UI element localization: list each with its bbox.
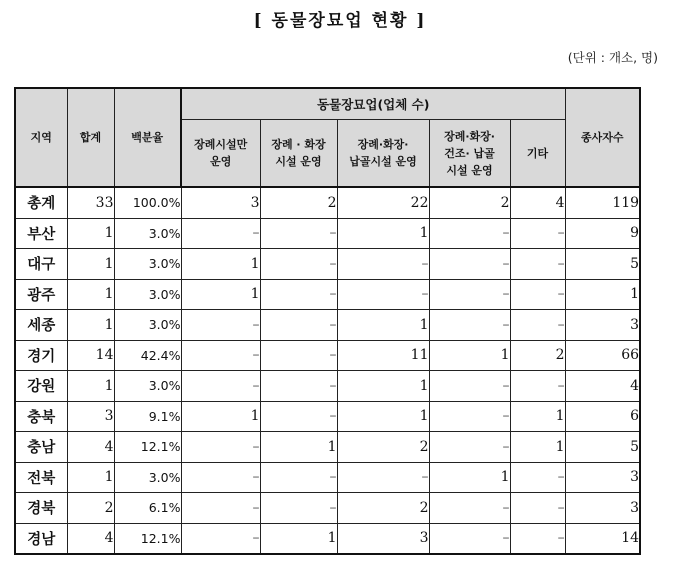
employees-cell: 14 [565, 523, 640, 554]
table-row [15, 462, 640, 493]
region-cell: 광주 [15, 279, 67, 310]
count-cell-c5: – [510, 249, 565, 280]
employees-cell: 4 [565, 371, 640, 402]
total-cell: 1 [67, 310, 114, 341]
count-cell-c3: 1 [337, 371, 429, 402]
region-cell: 경기 [15, 340, 67, 371]
count-cell-c1: 1 [181, 249, 260, 280]
count-cell-c5: 1 [510, 401, 565, 432]
count-cell-c4: – [429, 493, 510, 524]
employees-cell: 3 [565, 493, 640, 524]
count-cell-c4: – [429, 279, 510, 310]
count-cell-c1: – [181, 218, 260, 249]
table-row [15, 371, 640, 402]
count-cell-c2: 1 [260, 432, 337, 463]
count-cell-c2: – [260, 493, 337, 524]
count-cell-c3: – [337, 249, 429, 280]
unit-note: (단위 : 개소, 명) [567, 50, 658, 65]
ratio-cell: 3.0% [114, 371, 181, 402]
header-ratio: 백분율 [114, 88, 181, 187]
header-sub-2 [260, 120, 337, 188]
count-cell-c2: – [260, 371, 337, 402]
region-cell: 부산 [15, 218, 67, 249]
header-sub-line: 운영 [210, 155, 232, 168]
total-cell: 2 [67, 493, 114, 524]
table-row [15, 279, 640, 310]
ratio-cell: 3.0% [114, 462, 181, 493]
header-sub-5 [510, 120, 565, 188]
employees-cell: 5 [565, 432, 640, 463]
employees-cell: 9 [565, 218, 640, 249]
table-row [15, 249, 640, 280]
count-cell-c3: 1 [337, 218, 429, 249]
count-cell-c4: 2 [429, 187, 510, 218]
region-cell: 경북 [15, 493, 67, 524]
header-sub-line: 납골시설 운영 [349, 155, 417, 168]
table-row [15, 401, 640, 432]
count-cell-c5: – [510, 371, 565, 402]
region-cell: 전북 [15, 462, 67, 493]
region-cell: 대구 [15, 249, 67, 280]
region-cell: 강원 [15, 371, 67, 402]
header-sub-1 [181, 120, 260, 188]
region-cell: 세종 [15, 310, 67, 341]
count-cell-c2: – [260, 310, 337, 341]
total-cell: 4 [67, 523, 114, 554]
ratio-cell: 3.0% [114, 249, 181, 280]
count-cell-c1: – [181, 340, 260, 371]
header-sub-line: 건조· 납골 [444, 146, 495, 160]
region-cell: 총계 [15, 187, 67, 218]
table-row [15, 523, 640, 554]
count-cell-c4: – [429, 523, 510, 554]
header-region: 지역 [15, 88, 67, 187]
count-cell-c3: 2 [337, 493, 429, 524]
count-cell-c1: – [181, 523, 260, 554]
count-cell-c4: – [429, 310, 510, 341]
count-cell-c5: – [510, 523, 565, 554]
count-cell-c2: – [260, 401, 337, 432]
region-cell: 충북 [15, 401, 67, 432]
ratio-cell: 3.0% [114, 310, 181, 341]
count-cell-c2: – [260, 462, 337, 493]
count-cell-c5: 2 [510, 340, 565, 371]
region-cell: 경남 [15, 523, 67, 554]
total-cell: 1 [67, 218, 114, 249]
ratio-cell: 3.0% [114, 218, 181, 249]
count-cell-c3: – [337, 279, 429, 310]
total-cell: 1 [67, 249, 114, 280]
table-row [15, 187, 640, 218]
count-cell-c1: – [181, 493, 260, 524]
count-cell-c1: – [181, 432, 260, 463]
employees-cell: 119 [565, 187, 640, 218]
header-sub-line: 기타 [526, 146, 549, 160]
employees-cell: 6 [565, 401, 640, 432]
header-sub-line: 시설 운영 [446, 163, 493, 177]
ratio-cell: 9.1% [114, 401, 181, 432]
count-cell-c2: – [260, 279, 337, 310]
table-row [15, 310, 640, 341]
table-row [15, 340, 640, 371]
count-cell-c3: – [337, 462, 429, 493]
total-cell: 14 [67, 340, 114, 371]
header-total: 합계 [67, 88, 114, 187]
count-cell-c3: 3 [337, 523, 429, 554]
count-cell-c5: – [510, 279, 565, 310]
header-sub-line: 장례 · 화장 [271, 138, 326, 151]
count-cell-c3: 1 [337, 401, 429, 432]
header-sub-3 [337, 120, 429, 188]
total-cell: 1 [67, 279, 114, 310]
count-cell-c4: 1 [429, 340, 510, 371]
count-cell-c5: – [510, 462, 565, 493]
count-cell-c4: – [429, 371, 510, 402]
ratio-cell: 100.0% [114, 187, 181, 218]
count-cell-c1: 3 [181, 187, 260, 218]
total-cell: 1 [67, 462, 114, 493]
page-title: [ 동물장묘업 현황 ] [253, 11, 427, 31]
ratio-cell: 3.0% [114, 279, 181, 310]
count-cell-c2: 2 [260, 187, 337, 218]
count-cell-c4: – [429, 249, 510, 280]
ratio-cell: 6.1% [114, 493, 181, 524]
count-cell-c5: 1 [510, 432, 565, 463]
table-row [15, 218, 640, 249]
count-cell-c5: – [510, 310, 565, 341]
count-cell-c5: – [510, 493, 565, 524]
count-cell-c5: – [510, 218, 565, 249]
count-cell-c4: – [429, 218, 510, 249]
header-employees: 종사자수 [565, 88, 640, 187]
header-sub-line: 시설 운영 [275, 155, 322, 168]
count-cell-c3: 1 [337, 310, 429, 341]
count-cell-c1: 1 [181, 401, 260, 432]
employees-cell: 3 [565, 310, 640, 341]
employees-cell: 66 [565, 340, 640, 371]
count-cell-c1: 1 [181, 279, 260, 310]
count-cell-c2: 1 [260, 523, 337, 554]
total-cell: 33 [67, 187, 114, 218]
total-cell: 3 [67, 401, 114, 432]
total-cell: 4 [67, 432, 114, 463]
table-row [15, 432, 640, 463]
count-cell-c4: 1 [429, 462, 510, 493]
employees-cell: 1 [565, 279, 640, 310]
header-sub-4 [429, 120, 510, 188]
header-sub-line: 장례·화장· [444, 129, 495, 143]
ratio-cell: 12.1% [114, 523, 181, 554]
count-cell-c3: 22 [337, 187, 429, 218]
count-cell-c2: – [260, 218, 337, 249]
count-cell-c1: – [181, 371, 260, 402]
count-cell-c3: 11 [337, 340, 429, 371]
count-cell-c1: – [181, 310, 260, 341]
count-cell-c3: 2 [337, 432, 429, 463]
count-cell-c2: – [260, 340, 337, 371]
employees-cell: 3 [565, 462, 640, 493]
region-cell: 충남 [15, 432, 67, 463]
count-cell-c5: 4 [510, 187, 565, 218]
count-cell-c1: – [181, 462, 260, 493]
count-cell-c4: – [429, 432, 510, 463]
header-sub-line: 장례시설만 [194, 138, 248, 151]
header-business-group: 동물장묘업(업체 수) [181, 88, 565, 120]
table-row [15, 493, 640, 524]
count-cell-c4: – [429, 401, 510, 432]
animal-funeral-business-table [14, 87, 641, 555]
header-sub-line: 장례·화장· [357, 138, 409, 151]
count-cell-c2: – [260, 249, 337, 280]
employees-cell: 5 [565, 249, 640, 280]
ratio-cell: 12.1% [114, 432, 181, 463]
total-cell: 1 [67, 371, 114, 402]
ratio-cell: 42.4% [114, 340, 181, 371]
